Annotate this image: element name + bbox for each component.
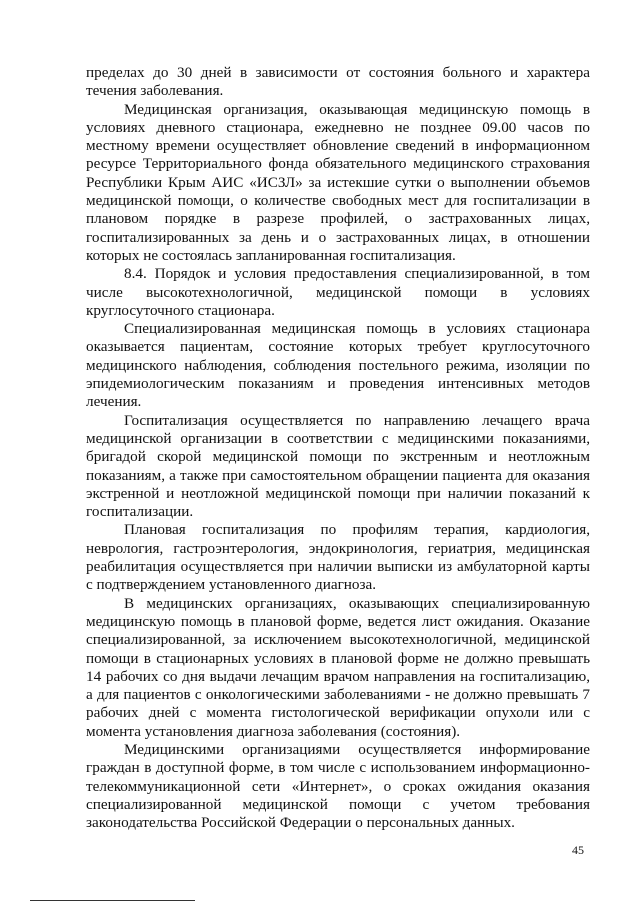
paragraph-waiting-list: В медицинских организациях, оказывающих специализированную медицинскую помощь в плановой форме, ведется лист ожидания. Оказание специализированной, за исключением высокотехнологичной, медицинской помощи в стационарных условиях в плановой форме не должно превышать 14 рабочих со дня выдачи лечащим врачом направления на госпитализацию, а для пациентов с онкологическими заболеваниями - не должно превышать 7 рабочих дней с момента гистологической верификации опухоли или с момента установления диагноза заболевания (состояния). <box>86 594 590 740</box>
section-heading-8-4: 8.4. Порядок и условия предоставления специализированной, в том числе высокотехнологичной, медицинской помощи в условиях круглосуточного стационара. <box>86 265 590 319</box>
footnote-divider <box>30 900 195 901</box>
paragraph-continuation: пределах до 30 дней в зависимости от состояния больного и характера течения заболевания. <box>86 64 590 100</box>
page-number: 45 <box>572 843 584 857</box>
paragraph-planned-hospitalization: Плановая госпитализация по профилям терапия, кардиология, неврология, гастроэнтерология, эндокринология, гериатрия, медицинская реабилитация осуществляется при наличии выписки из амбулаторной карты с подтверждением установленного диагноза. <box>86 521 590 594</box>
paragraph-hospitalization-referral: Госпитализация осуществляется по направлению лечащего врача медицинской организации в соответствии с медицинскими показаниями, бригадой скорой медицинской помощи по экстренным и неотложным показаниям, а также при самостоятельном обращении пациента для оказания экстренной и неотложной медицинской помощи при наличии показаний к госпитализации. <box>86 411 590 521</box>
document-body <box>86 64 590 832</box>
paragraph-informing-citizens: Медицинскими организациями осуществляется информирование граждан в доступной форме, в том числе с использованием информационно-телекоммуникационной сети «Интернет», о сроках ожидания оказания специализированной медицинской помощи с учетом требования законодательства Российской Федерации о персональных данных. <box>86 740 590 832</box>
paragraph-specialized-care: Специализированная медицинская помощь в условиях стационара оказывается пациентам, состояние которых требует круглосуточного медицинского наблюдения, соблюдения постельного режима, изоляции по эпидемиологическим показаниям и проведения интенсивных методов лечения. <box>86 320 590 411</box>
paragraph-day-hospital-reporting: Медицинская организация, оказывающая медицинскую помощь в условиях дневного стационара, ежедневно не позднее 09.00 часов по местному времени осуществляет обновление сведений в информационном ресурсе Территориального фонда обязательного медицинского страхования Республики Крым АИС «ИСЗЛ» за истекшие сутки о выполнении объемов медицинской помощи, о количестве свободных мест для госпитализации в плановом порядке в разрезе профилей, о застрахованных лицах, госпитализированных за день и о застрахованных лицах, в отношении которых не состоялась запланированная госпитализация. <box>86 100 590 264</box>
